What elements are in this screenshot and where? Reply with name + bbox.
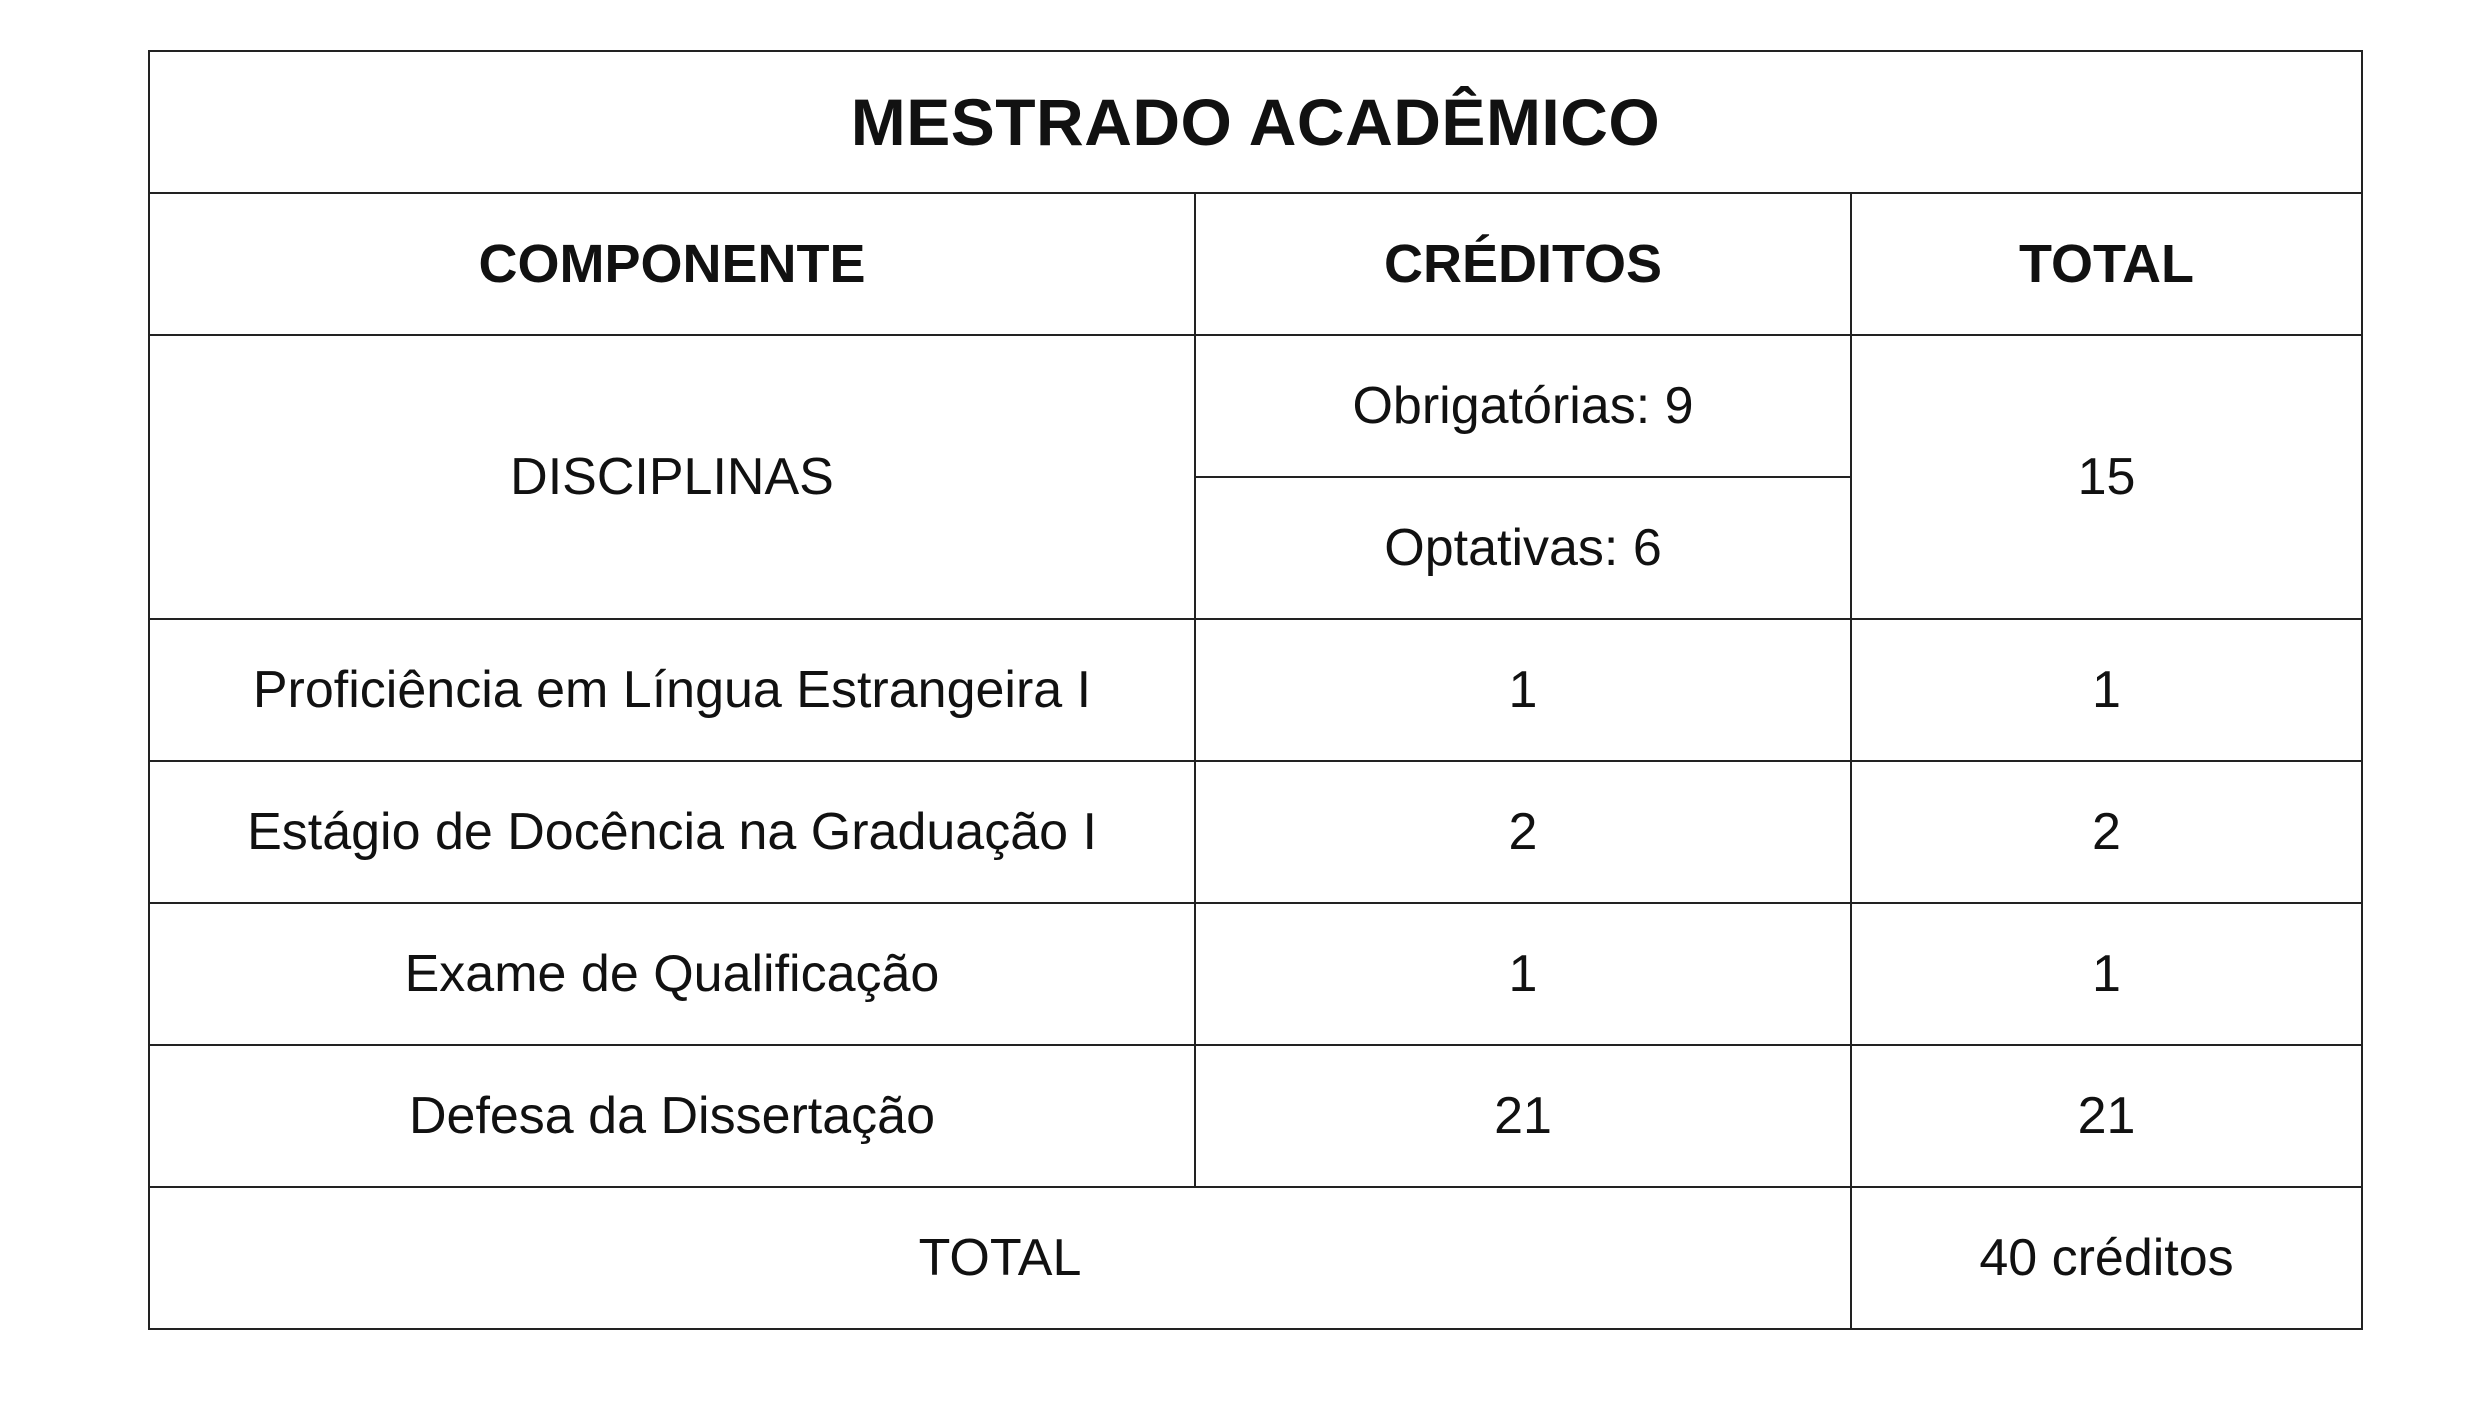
- header-componente: COMPONENTE: [149, 193, 1195, 335]
- cell-creditos: 2: [1195, 761, 1851, 903]
- table-row: [149, 903, 2362, 1045]
- footer-total-label: TOTAL: [149, 1187, 1851, 1329]
- cell-obrigatorias: Obrigatórias: 9: [1195, 335, 1851, 477]
- header-total: TOTAL: [1851, 193, 2362, 335]
- cell-disciplinas-label: DISCIPLINAS: [149, 335, 1195, 619]
- table-row: [149, 619, 2362, 761]
- cell-componente: Proficiência em Língua Estrangeira I: [149, 619, 1195, 761]
- cell-creditos: 21: [1195, 1045, 1851, 1187]
- cell-disciplinas-total: 15: [1851, 335, 2362, 619]
- cell-total: 1: [1851, 903, 2362, 1045]
- table-row: [149, 1045, 2362, 1187]
- cell-componente: Exame de Qualificação: [149, 903, 1195, 1045]
- title-row: [149, 51, 2362, 193]
- credits-table: [148, 50, 2363, 1330]
- table-title: MESTRADO ACADÊMICO: [149, 51, 2362, 193]
- footer-row: [149, 1187, 2362, 1329]
- table-row-disciplinas-obrigatorias: [149, 335, 2362, 477]
- header-row: [149, 193, 2362, 335]
- cell-total: 1: [1851, 619, 2362, 761]
- cell-optativas: Optativas: 6: [1195, 477, 1851, 619]
- cell-componente: Estágio de Docência na Graduação I: [149, 761, 1195, 903]
- header-creditos: CRÉDITOS: [1195, 193, 1851, 335]
- cell-total: 2: [1851, 761, 2362, 903]
- cell-creditos: 1: [1195, 619, 1851, 761]
- cell-componente: Defesa da Dissertação: [149, 1045, 1195, 1187]
- cell-creditos: 1: [1195, 903, 1851, 1045]
- cell-total: 21: [1851, 1045, 2362, 1187]
- table-row: [149, 761, 2362, 903]
- footer-total-value: 40 créditos: [1851, 1187, 2362, 1329]
